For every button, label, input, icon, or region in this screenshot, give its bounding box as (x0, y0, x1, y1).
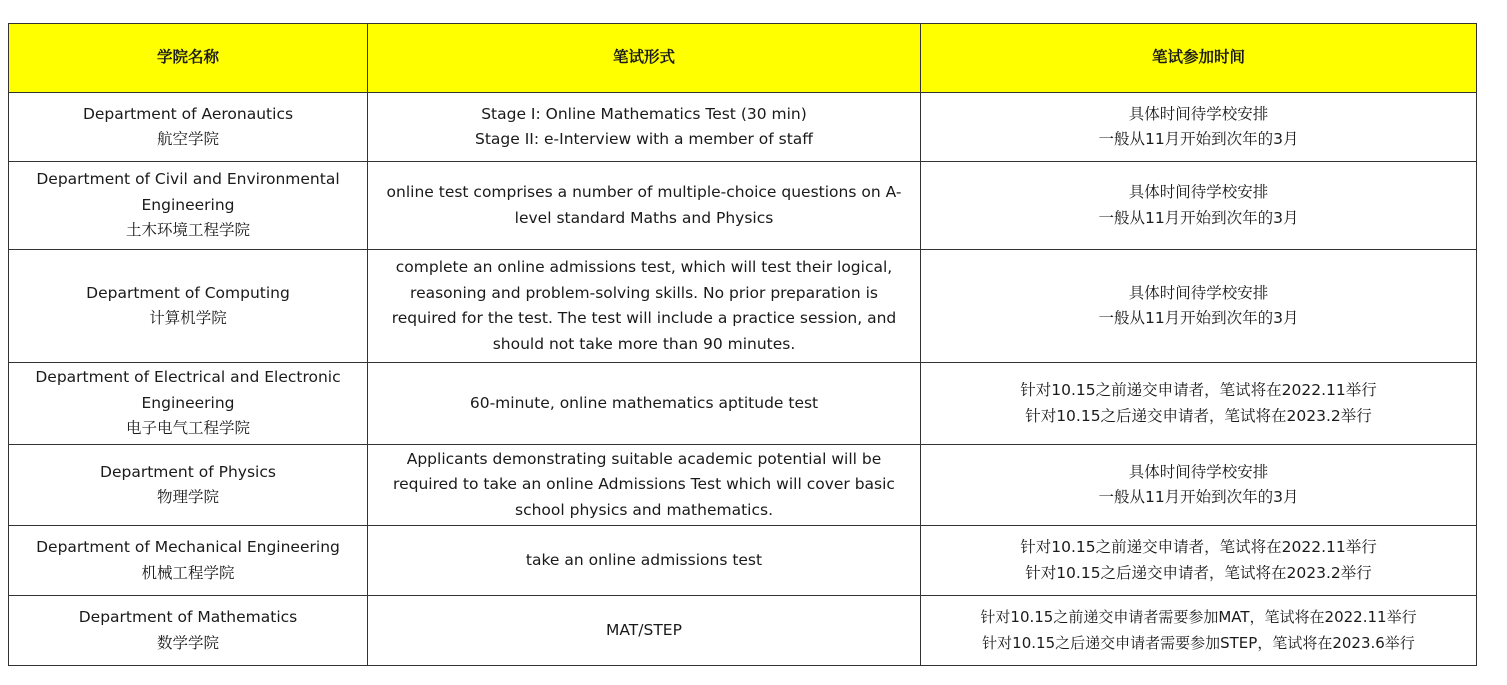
table-row (9, 363, 1477, 445)
department-name-cn: 电子电气工程学院 (125, 419, 250, 438)
department-name-cn: 土木环境工程学院 (125, 221, 250, 240)
test-form-cell (368, 445, 921, 526)
department-cell (9, 596, 368, 666)
department-name-en: Department of Civil and Environmental Engineering (36, 170, 340, 214)
test-time-text: 针对10.15之前递交申请者需要参加MAT，笔试将在2022.11举行 (980, 608, 1417, 626)
table-row (9, 526, 1477, 596)
test-form-cell (368, 250, 921, 363)
department-name-cn: 机械工程学院 (141, 563, 235, 582)
test-form-cell (368, 363, 921, 445)
test-time-cell (921, 363, 1477, 445)
test-form-text: complete an online admissions test, which will test their logical, reasoning and problem-solving skills. No prior preparation is required for the test. The test will include a practice session, and should not take more than 90 minutes. (391, 258, 897, 353)
table-row (9, 596, 1477, 666)
test-time-cell (921, 162, 1477, 250)
test-form-text: Stage II: e-Interview with a member of staff (475, 130, 813, 148)
test-time-cell (921, 250, 1477, 363)
test-time-cell (921, 445, 1477, 526)
table-row (9, 445, 1477, 526)
test-form-cell (368, 162, 921, 250)
table-row (9, 93, 1477, 162)
test-time-text: 具体时间待学校安排 (1128, 183, 1269, 201)
test-form-text: Applicants demonstrating suitable academic potential will be required to take an online Admissions Test which will cover basic school physics and mathematics. (393, 449, 895, 519)
test-form-text: MAT/STEP (606, 620, 682, 639)
table-row (9, 162, 1477, 250)
test-time-text: 一般从11月开始到次年的3月 (1098, 309, 1299, 327)
test-time-text: 针对10.15之前递交申请者，笔试将在2022.11举行 (1020, 538, 1377, 556)
test-time-cell (921, 526, 1477, 596)
test-form-text: Stage I: Online Mathematics Test (30 min) (481, 104, 807, 123)
test-form-cell (368, 93, 921, 162)
department-cell (9, 250, 368, 363)
department-name-en: Department of Physics (100, 462, 276, 481)
department-name-en: Department of Mechanical Engineering (36, 538, 340, 556)
test-form-cell (368, 526, 921, 596)
test-form-text: take an online admissions test (525, 550, 763, 569)
test-time-cell (921, 596, 1477, 666)
header-test-form: 笔试形式 (368, 24, 921, 93)
test-time-text: 针对10.15之后递交申请者，笔试将在2023.2举行 (1025, 563, 1372, 582)
test-time-text: 一般从11月开始到次年的3月 (1098, 130, 1299, 148)
table-row (9, 250, 1477, 363)
department-name-en: Department of Mathematics (78, 608, 298, 626)
admissions-test-table (8, 23, 1477, 666)
department-cell (9, 363, 368, 445)
header-department: 学院名称 (9, 24, 368, 93)
test-time-text: 针对10.15之后递交申请者需要参加STEP，笔试将在2023.6举行 (982, 633, 1415, 652)
department-name-en: Department of Aeronautics (82, 104, 294, 123)
test-form-text: 60-minute, online mathematics aptitude test (469, 393, 819, 412)
department-name-cn: 物理学院 (156, 488, 219, 506)
department-cell (9, 162, 368, 250)
test-time-cell (921, 93, 1477, 162)
test-form-text: online test comprises a number of multiple-choice questions on A-level standard Maths and Physics (386, 183, 902, 227)
test-time-text: 具体时间待学校安排 (1128, 104, 1269, 123)
test-time-text: 一般从11月开始到次年的3月 (1098, 488, 1299, 506)
department-cell (9, 445, 368, 526)
department-name-en: Department of Electrical and Electronic Engineering (35, 368, 341, 412)
department-name-cn: 数学学院 (156, 633, 219, 652)
department-name-en: Department of Computing (86, 283, 290, 302)
test-time-text: 具体时间待学校安排 (1128, 462, 1269, 481)
test-time-text: 具体时间待学校安排 (1128, 283, 1269, 302)
header-test-time: 笔试参加时间 (921, 24, 1477, 93)
test-time-text: 一般从11月开始到次年的3月 (1098, 208, 1299, 227)
test-time-text: 针对10.15之前递交申请者，笔试将在2022.11举行 (1020, 381, 1377, 399)
department-name-cn: 航空学院 (156, 130, 219, 148)
test-time-text: 针对10.15之后递交申请者，笔试将在2023.2举行 (1025, 406, 1372, 425)
department-name-cn: 计算机学院 (149, 309, 227, 327)
department-cell (9, 526, 368, 596)
test-form-cell (368, 596, 921, 666)
table-header-row (9, 24, 1477, 93)
department-cell (9, 93, 368, 162)
